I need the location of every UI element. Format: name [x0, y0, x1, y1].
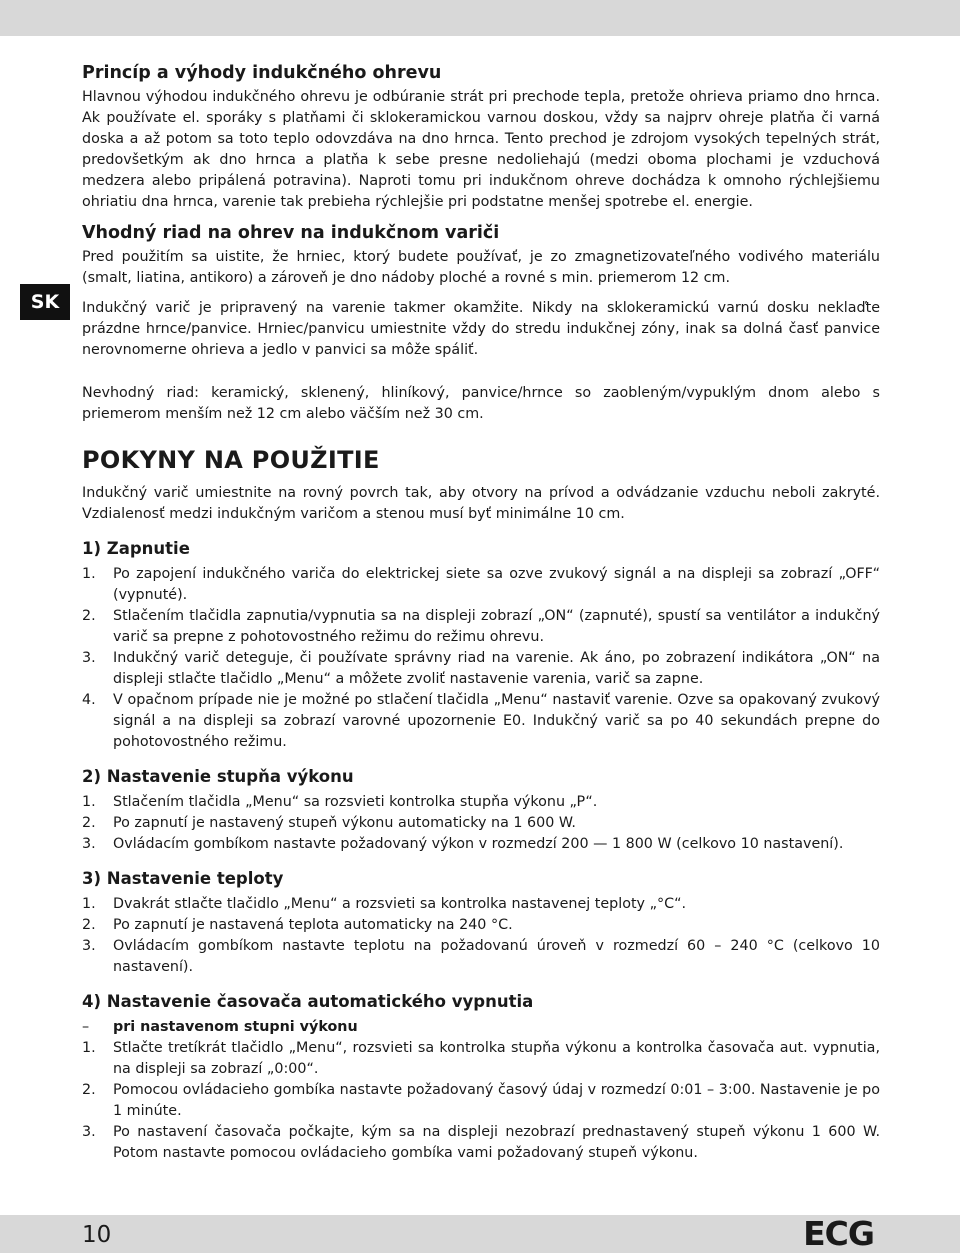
section-title-instructions: POKYNY NA POUŽITIE	[82, 446, 380, 474]
paragraph-cookware-usage: Indukčný varič je pripravený na varenie takmer okamžite. Nikdy na sklokeramickú varnú dosku neklaďte prázdne hrnce/panvice. Hrniec/panvicu umiestnite vždy do stredu indukčnej zóny, inak sa dolná časť panvice nerovnomerne ohrieva a jedlo v panvici sa môže spáliť.	[82, 300, 880, 358]
list-item: 2. Stlačením tlačidla zapnutia/vypnutia sa na displeji zobrazí „ON“ (zapnuté), spustí sa ventilátor a indukčný varič sa prepne z pohotovostného režimu do režimu ohrevu.	[82, 608, 880, 645]
page-number: 10	[82, 1222, 112, 1248]
list-item: 2. Po zapnutí je nastavená teplota automaticky na 240 °C.	[82, 917, 513, 933]
section-title-cookware: Vhodný riad na ohrev na indukčnom variči	[82, 223, 500, 243]
paragraph-unsuitable-cookware: Nevhodný riad: keramický, sklenený, hliníkový, panvice/hrnce so zaobleným/vypuklým dnom alebo s priemerom menším než 12 cm alebo väčším než 30 cm.	[82, 385, 880, 422]
subsection-title-timer: 4) Nastavenie časovača automatického vypnutia	[82, 992, 534, 1011]
subsection-title-temperature: 3) Nastavenie teploty	[82, 869, 284, 888]
list-item: 4. V opačnom prípade nie je možné po stlačení tlačidla „Menu“ nastaviť varenie. Ozve sa opakovaný zvukový signál a na displeji sa zobrazí varovné upozornenie E0. Indukčný varič sa po 40 sekundách prepne do pohotovostného režimu.	[82, 692, 880, 750]
list-item: 3. Ovládacím gombíkom nastavte teplotu na požadovanú úroveň v rozmedzí 60 – 240 °C (celkovo 10 nastavení).	[82, 938, 880, 975]
paragraph-principle: Hlavnou výhodou indukčného ohrevu je odbúranie strát pri prechode tepla, pretože ohrieva priamo dno hrnca. Ak používate el. sporáky s platňami či sklokeramickou varnou doskou, vždy sa najprv ohreje platňa či varná doska a až potom sa toto teplo odovzdáva na dno hrnca. Tento prechod je zdrojom vysokých tepelných strát, predovšetkým ak dno hrnca a platňa k sebe presne nedoliehajú (medzi oboma plochami je vzduchová medzera alebo pripálená potravina). Naproti tomu pri indukčnom ohreve dochádza k omnoho rýchlejšiemu ohriatiu dna hrnca, varenie tak prebieha rýchlejšie pri podstatne menšej spotrebe el. energie.	[82, 89, 880, 210]
language-tab: SK	[20, 284, 70, 320]
power-level-steps	[82, 792, 880, 855]
list-item: 3. Indukčný varič deteguje, či používate správny riad na varenie. Ak áno, po zobrazení indikátora „ON“ na displeji stlačte tlačidlo „Menu“ a môžete zvoliť nastavenie varenia, varič sa zapne.	[82, 650, 880, 687]
list-item: 2. Po zapnutí je nastavený stupeň výkonu automaticky na 1 600 W.	[82, 815, 576, 831]
timer-subheading: – pri nastavenom stupni výkonu	[82, 1019, 358, 1035]
list-item: 2. Pomocou ovládacieho gombíka nastavte požadovaný časový údaj v rozmedzí 0:01 – 3:00. Nastavenie je po 1 minúte.	[82, 1082, 880, 1119]
list-item: 1. Po zapojení indukčného variča do elektrickej siete sa ozve zvukový signál a na displeji sa zobrazí „OFF“ (vypnuté).	[82, 566, 880, 603]
power-on-steps	[82, 564, 880, 753]
subsection-title-power-level: 2) Nastavenie stupňa výkonu	[82, 767, 354, 786]
subsection-title-power-on: 1) Zapnutie	[82, 539, 190, 558]
list-item: 1. Stlačením tlačidla „Menu“ sa rozsvieti kontrolka stupňa výkonu „P“.	[82, 794, 598, 810]
paragraph-cookware-requirements: Pred použitím sa uistite, že hrniec, ktorý budete používať, je zo zmagnetizovateľného vodivého materiálu (smalt, liatina, antikoro) a zároveň je dno nádoby ploché a rovné s min. priemerom 12 cm.	[82, 249, 880, 286]
list-item: 3. Ovládacím gombíkom nastavte požadovaný výkon v rozmedzí 200 — 1 800 W (celkovo 10 nastavení).	[82, 836, 844, 852]
paragraph-instructions-intro: Indukčný varič umiestnite na rovný povrch tak, aby otvory na prívod a odvádzanie vzduchu neboli zakryté. Vzdialenosť medzi indukčným varičom a stenou musí byť minimálne 10 cm.	[82, 485, 880, 522]
page-content	[82, 62, 880, 1164]
timer-steps	[82, 1038, 880, 1164]
list-item: 1. Dvakrát stlačte tlačidlo „Menu“ a rozsvieti sa kontrolka nastavenej teploty „°C“.	[82, 896, 687, 912]
list-item: 1. Stlačte tretíkrát tlačidlo „Menu“, rozsvieti sa kontrolka stupňa výkonu a kontrolka časovača aut. vypnutia, na displeji sa zobrazí „0:00“.	[82, 1040, 880, 1077]
header-band	[0, 0, 960, 36]
brand-logo: ECG	[803, 1214, 874, 1253]
section-title-principle: Princíp a výhody indukčného ohrevu	[82, 63, 442, 83]
list-item: 3. Po nastavení časovača počkajte, kým sa na displeji nezobrazí prednastavený stupeň výkonu 1 600 W. Potom nastavte pomocou ovládacieho gombíka vami požadovaný stupeň výkonu.	[82, 1124, 880, 1161]
temperature-steps	[82, 894, 880, 978]
